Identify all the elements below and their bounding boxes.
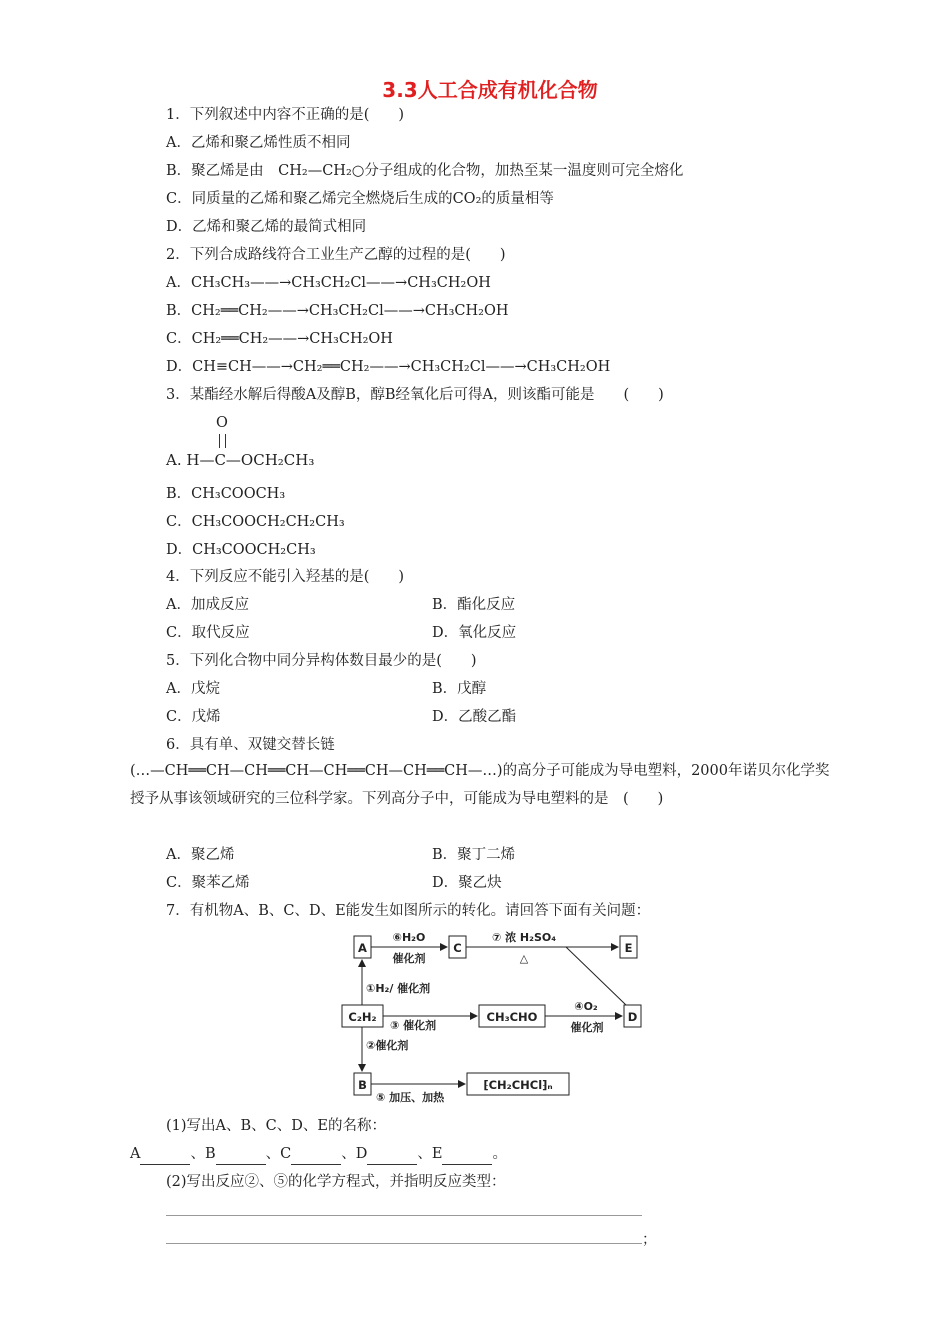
fill-label-a: A bbox=[130, 1146, 141, 1162]
q2-option-c: C．CH₂══CH₂——→CH₃CH₂OH bbox=[166, 331, 393, 347]
node-ch3cho: CH₃CHO bbox=[486, 1010, 538, 1024]
node-e: E bbox=[624, 941, 633, 955]
q1-option-b: B．聚乙烯是由 CH₂—CH₂○分子组成的化合物，加热至某一温度则可完全熔化 bbox=[166, 163, 684, 179]
q2-option-d: D．CH≡CH——→CH₂══CH₂——→CH₃CH₂Cl——→CH₃CH₂OH bbox=[166, 359, 611, 375]
blank-d[interactable] bbox=[367, 1144, 417, 1165]
blank-e[interactable] bbox=[442, 1144, 492, 1165]
label-r7-top: ⑦ 浓 H₂SO₄ bbox=[491, 931, 557, 944]
blank-a[interactable] bbox=[140, 1144, 190, 1165]
answer-semicolon: ； bbox=[642, 1232, 657, 1248]
q5-option-a: A．戊烷 bbox=[166, 681, 220, 697]
fill-label-d: 、D bbox=[341, 1146, 368, 1162]
line-to-d bbox=[566, 947, 626, 1005]
q3-option-c: C．CH₃COOCH₂CH₂CH₃ bbox=[166, 514, 345, 530]
q4-stem: 4．下列反应不能引入羟基的是( ) bbox=[166, 569, 405, 585]
q6-option-d: D．聚乙炔 bbox=[432, 875, 502, 891]
q3-option-a-oxygen: O bbox=[216, 415, 228, 431]
q5-option-c: C．戊烯 bbox=[166, 709, 221, 725]
q2-option-a: A．CH₃CH₃——→CH₃CH₂Cl——→CH₃CH₂OH bbox=[166, 275, 491, 291]
label-r2: ②催化剂 bbox=[366, 1039, 409, 1052]
q1-option-d: D．乙烯和聚乙烯的最简式相同 bbox=[166, 219, 367, 235]
fill-end: 。 bbox=[492, 1146, 507, 1162]
node-polymer: ⁅CH₂CHCl⁆ₙ bbox=[483, 1078, 553, 1092]
q5-option-d: D．乙酸乙酯 bbox=[432, 709, 517, 725]
q7-fill-line bbox=[130, 1144, 507, 1165]
page-title: 3.3人工合成有机化合物 bbox=[382, 78, 598, 102]
q4-option-c: C．取代反应 bbox=[166, 625, 250, 641]
label-r1: ①H₂/ 催化剂 bbox=[366, 982, 431, 995]
q7-part1: (1)写出A、B、C、D、E的名称： bbox=[166, 1118, 386, 1134]
q1-option-a: A．乙烯和聚乙烯性质不相同 bbox=[166, 135, 351, 151]
answer-line-1[interactable] bbox=[166, 1215, 642, 1216]
fill-label-b: 、B bbox=[190, 1146, 216, 1162]
fill-label-e: 、E bbox=[417, 1146, 443, 1162]
q6-option-a: A．聚乙烯 bbox=[166, 847, 235, 863]
blank-c[interactable] bbox=[291, 1144, 341, 1165]
node-c: C bbox=[453, 941, 462, 955]
q3-option-b: B．CH₃COOCH₃ bbox=[166, 486, 286, 502]
label-r7-bottom: △ bbox=[519, 952, 529, 965]
q6-option-b: B．聚丁二烯 bbox=[432, 847, 516, 863]
q7-part2: (2)写出反应②、⑤的化学方程式，并指明反应类型： bbox=[166, 1174, 506, 1190]
fill-label-c: 、C bbox=[265, 1146, 292, 1162]
label-r5: ⑤ 加压、加热 bbox=[376, 1091, 445, 1104]
q2-option-b: B．CH₂══CH₂——→CH₃CH₂Cl——→CH₃CH₂OH bbox=[166, 303, 509, 319]
q3-stem: 3．某酯经水解后得酸A及醇B，醇B经氧化后可得A，则该酯可能是 ( ) bbox=[166, 387, 664, 403]
q1-stem: 1．下列叙述中内容不正确的是( ) bbox=[166, 107, 405, 123]
q3-option-a: A. H—C—OCH₂CH₃ bbox=[166, 451, 315, 469]
q2-stem: 2．下列合成路线符合工业生产乙醇的过程的是( ) bbox=[166, 247, 506, 263]
q6-stem: 6．具有单、双键交替长链 bbox=[166, 737, 335, 753]
label-r3: ③ 催化剂 bbox=[390, 1019, 437, 1032]
q5-option-b: B．戊醇 bbox=[432, 681, 487, 697]
node-b: B bbox=[358, 1078, 367, 1092]
node-c2h2: C₂H₂ bbox=[348, 1010, 377, 1024]
q5-stem: 5．下列化合物中同分异构体数目最少的是( ) bbox=[166, 653, 477, 669]
node-a: A bbox=[358, 941, 367, 955]
q4-option-a: A．加成反应 bbox=[166, 597, 249, 613]
label-r6-bottom: 催化剂 bbox=[392, 952, 426, 965]
label-r4-top: ④O₂ bbox=[574, 1000, 598, 1013]
blank-b[interactable] bbox=[216, 1144, 266, 1165]
q4-option-d: D．氧化反应 bbox=[432, 625, 517, 641]
q7-stem: 7．有机物A、B、C、D、E能发生如图所示的转化。请回答下面有关问题： bbox=[166, 903, 651, 919]
q4-option-b: B．酯化反应 bbox=[432, 597, 516, 613]
q6-option-c: C．聚苯乙烯 bbox=[166, 875, 250, 891]
label-r4-bottom: 催化剂 bbox=[570, 1021, 604, 1034]
node-d: D bbox=[627, 1010, 638, 1024]
q1-option-c: C．同质量的乙烯和聚乙烯完全燃烧后生成的CO₂的质量相等 bbox=[166, 191, 554, 207]
label-r6-top: ⑥H₂O bbox=[392, 931, 426, 944]
q3-option-d: D．CH₃COOCH₂CH₃ bbox=[166, 542, 316, 558]
answer-line-2[interactable] bbox=[166, 1243, 642, 1244]
q6-body: (…—CH══CH—CH══CH—CH══CH—CH══CH—…)的高分子可能成为导电塑料，2000年诺贝尔化学奖授予从事该领域研究的三位科学家。下列高分子中，可能成为导电塑料的是 ( ) bbox=[130, 763, 830, 807]
